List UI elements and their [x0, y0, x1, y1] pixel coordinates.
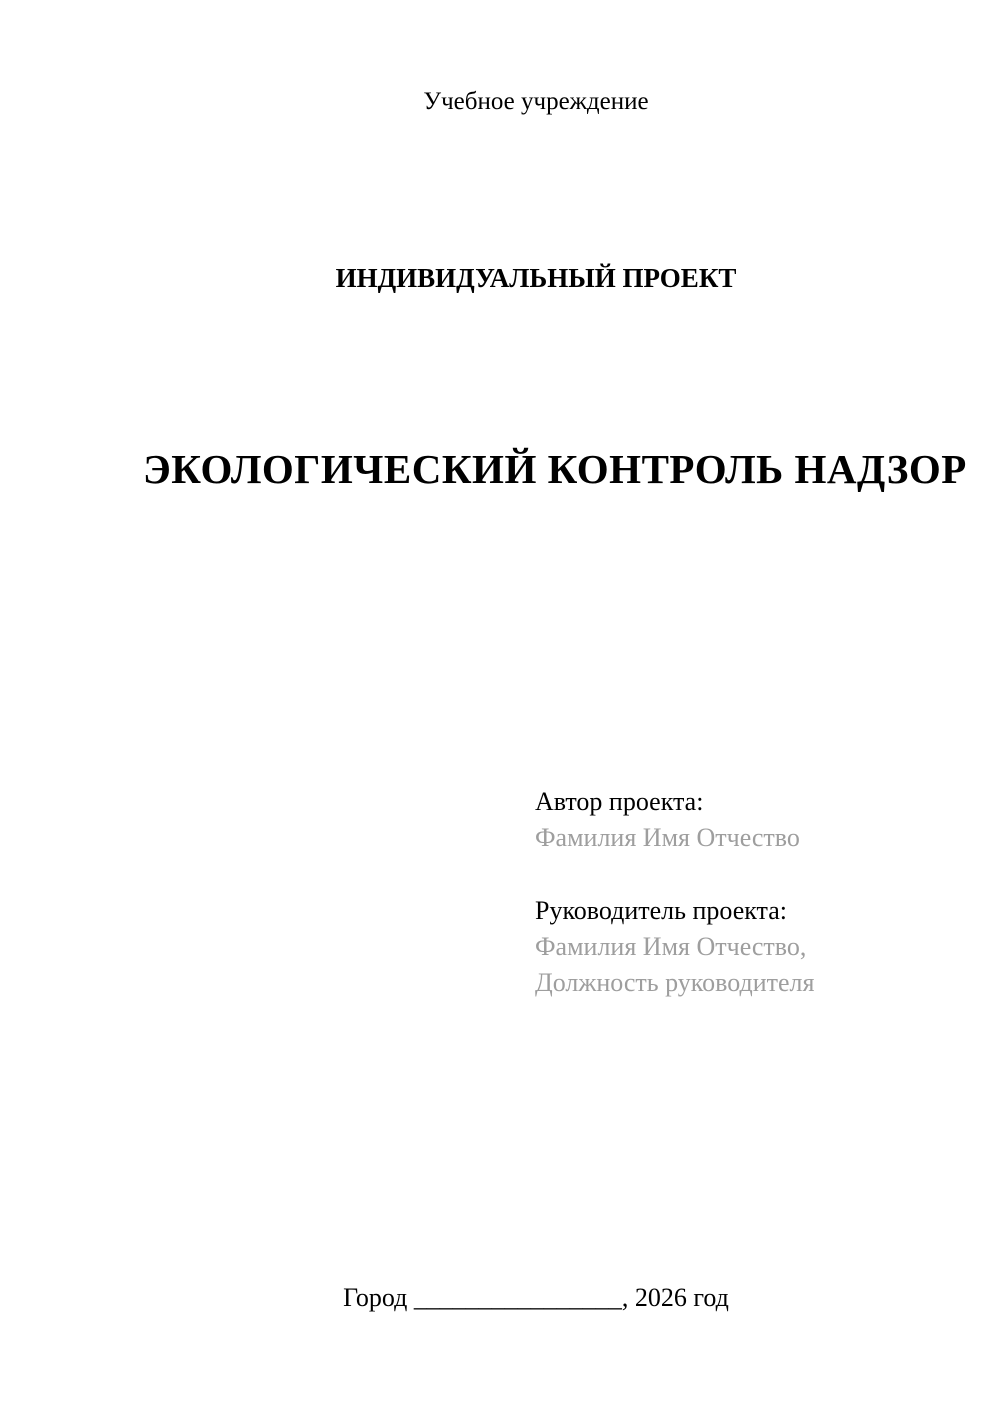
project-type-heading: ИНДИВИДУАЛЬНЫЙ ПРОЕКТ	[335, 263, 737, 293]
author-name-placeholder: Фамилия Имя Отчество	[535, 823, 800, 852]
supervisor-position-placeholder: Должность руководителя	[535, 968, 815, 997]
credits-block	[535, 784, 814, 1001]
page-title: ЭКОЛОГИЧЕСКИЙ КОНТРОЛЬ НАДЗОР	[143, 446, 967, 492]
author-label: Автор проекта:	[535, 787, 704, 816]
credits-spacer	[535, 856, 814, 893]
supervisor-name-placeholder: Фамилия Имя Отчество,	[535, 932, 807, 961]
institution-name: Учебное учреждение	[423, 88, 649, 115]
supervisor-label: Руководитель проекта:	[535, 896, 788, 925]
city-year-line: Город ________________, 2026 год	[343, 1283, 729, 1312]
